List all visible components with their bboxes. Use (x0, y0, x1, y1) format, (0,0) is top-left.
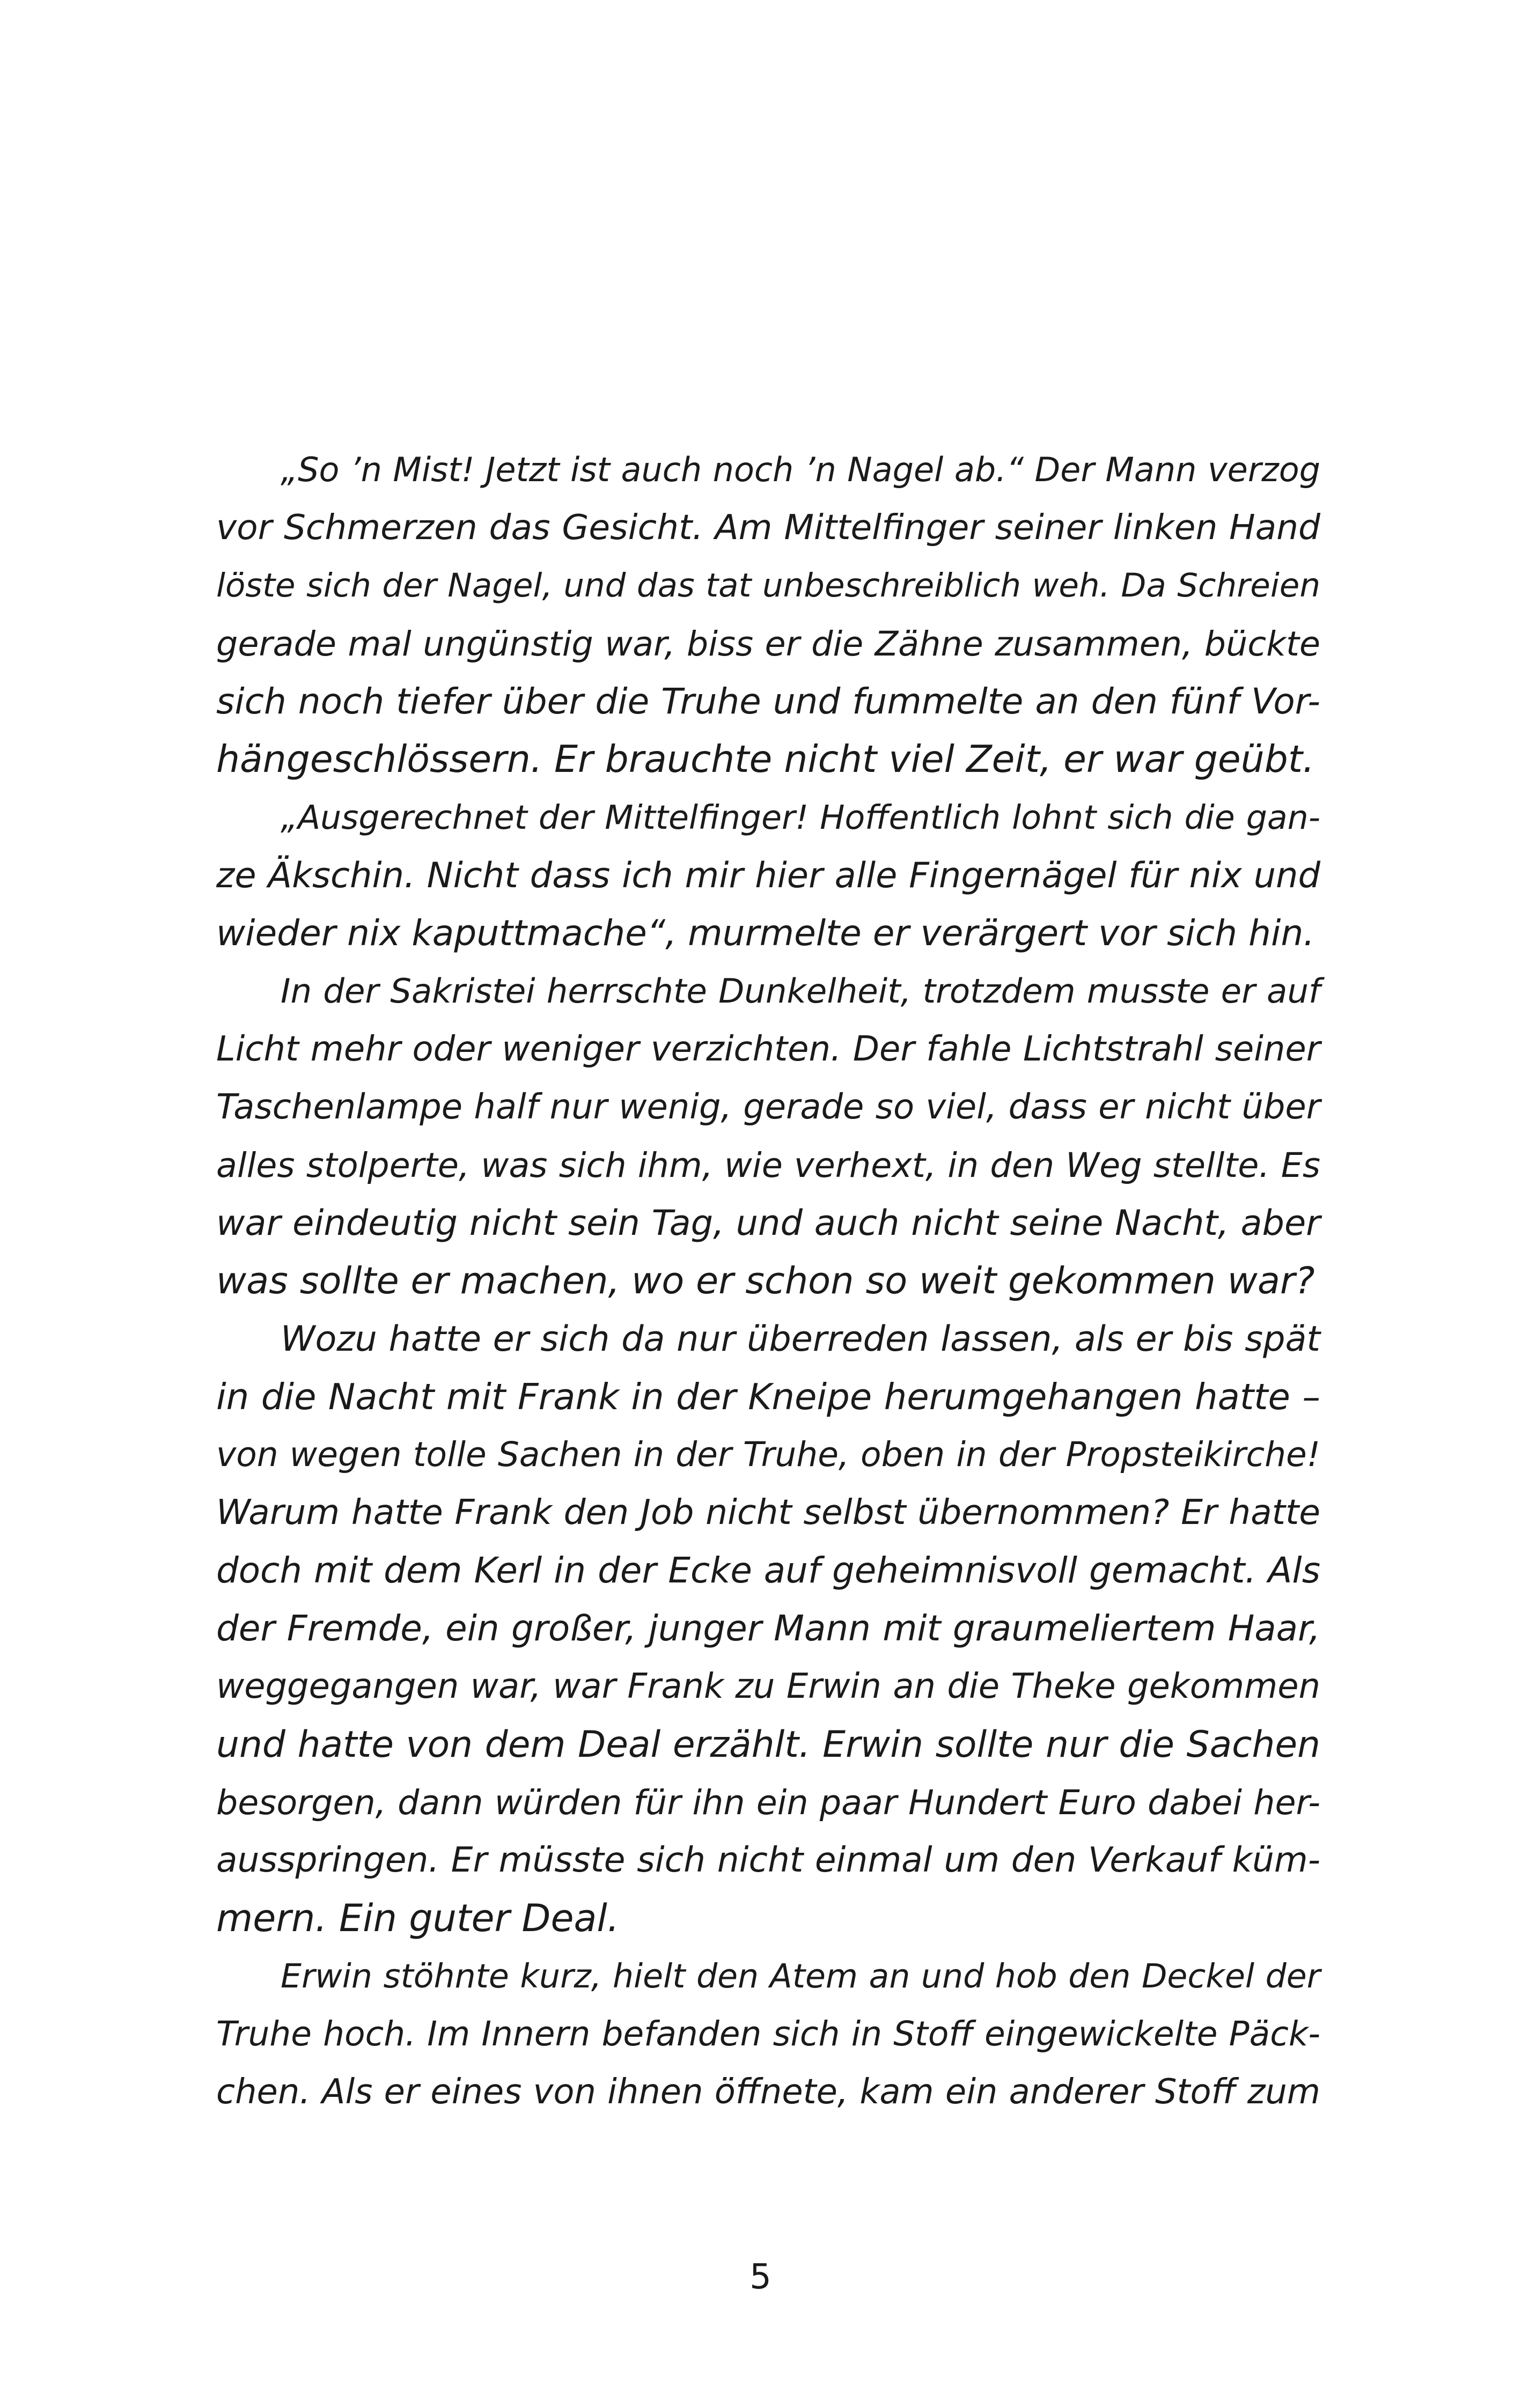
text-line: mern. Ein guter Deal. (216, 1896, 620, 1940)
text-line: doch mit dem Kerl in der Ecke auf geheimnisvoll gemacht. Als (216, 1550, 1320, 1591)
text-line: sich noch tiefer über die Truhe und fummelte an den fünf Vor- (216, 681, 1320, 722)
text-line: ze Äkschin. Nicht dass ich mir hier alle Fingernägel für nix und (216, 855, 1320, 896)
text-line: von wegen tolle Sachen in der Truhe, oben in der Propsteikirche! (216, 1435, 1320, 1474)
text-line: Wozu hatte er sich da nur überreden lassen, als er bis spät (281, 1319, 1320, 1359)
text-line: wieder nix kaputtmache“, murmelte er verärgert vor sich hin. (216, 912, 1315, 954)
text-line: alles stolperte, was sich ihm, wie verhext, in den Weg stellte. Es (216, 1145, 1320, 1185)
text-line: Licht mehr oder weniger verzichten. Der fahle Lichtstrahl seiner (216, 1029, 1320, 1069)
text-line: löste sich der Nagel, und das tat unbeschreiblich weh. Da Schreien (216, 566, 1320, 605)
text-line: „Ausgerechnet der Mittelfinger! Hoffentlich lohnt sich die gan- (281, 798, 1320, 837)
text-line: In der Sakristei herrschte Dunkelheit, trotzdem musste er auf (281, 971, 1320, 1011)
text-line: Warum hatte Frank den Job nicht selbst übernommen? Er hatte (216, 1492, 1320, 1533)
text-line: weggegangen war, war Frank zu Erwin an die Theke gekommen (216, 1667, 1320, 1706)
text-line: der Fremde, ein großer, junger Mann mit graumeliertem Haar, (216, 1608, 1320, 1649)
text-line: und hatte von dem Deal erzählt. Erwin sollte nur die Sachen (216, 1723, 1320, 1765)
text-line: was sollte er machen, wo er schon so weit gekommen war? (216, 1260, 1315, 1302)
text-line: Taschenlampe half nur wenig, gerade so viel, dass er nicht über (216, 1087, 1320, 1127)
text-line: chen. Als er eines von ihnen öffnete, kam ein anderer Stoff zum (216, 2072, 1320, 2112)
text-line: in die Nacht mit Frank in der Kneipe herumgehangen hatte – (216, 1376, 1320, 1418)
text-line: Truhe hoch. Im Innern befanden sich in Stoff eingewickelte Päck- (216, 2014, 1320, 2053)
body-text (216, 441, 1320, 2121)
text-line: „So ’n Mist! Jetzt ist auch noch ’n Nagel ab.“ Der Mann verzog (281, 450, 1320, 489)
page-number: 5 (750, 2257, 771, 2297)
text-line: gerade mal ungünstig war, biss er die Zähne zusammen, bückte (216, 624, 1320, 664)
text-line: besorgen, dann würden für ihn ein paar Hundert Euro dabei her- (216, 1783, 1320, 1822)
text-line: Erwin stöhnte kurz, hielt den Atem an und hob den Deckel der (281, 1957, 1320, 1995)
text-line: ausspringen. Er müsste sich nicht einmal um den Verkauf küm- (216, 1840, 1320, 1880)
text-line: vor Schmerzen das Gesicht. Am Mittelfinger seiner linken Hand (216, 507, 1320, 548)
text-line: war eindeutig nicht sein Tag, und auch nicht seine Nacht, aber (216, 1203, 1320, 1243)
text-line: hängeschlössern. Er brauchte nicht viel Zeit, er war geübt. (216, 738, 1315, 781)
